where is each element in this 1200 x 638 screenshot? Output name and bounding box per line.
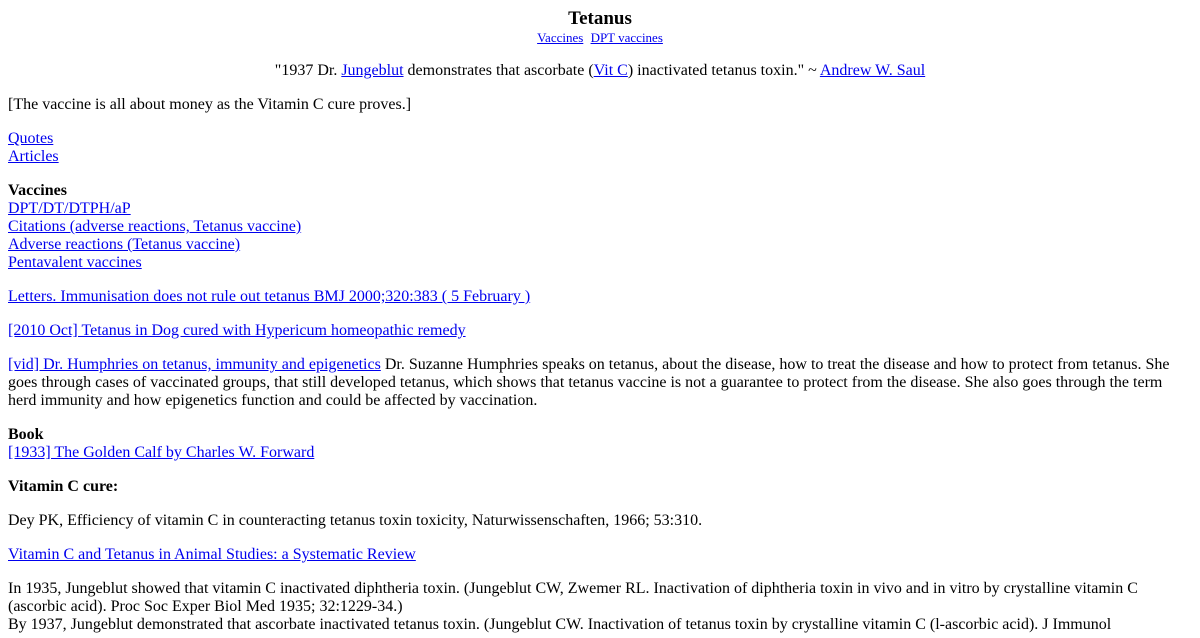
subnav-link-vaccines[interactable]: Vaccines — [537, 30, 584, 45]
vit-c-link[interactable]: Vit C — [593, 62, 628, 79]
review-paragraph — [8, 546, 1192, 564]
vaccines-heading: Vaccines — [8, 182, 67, 199]
vaccines-section — [8, 182, 1192, 272]
letters-link[interactable]: Letters. Immunisation does not rule out tetanus BMJ 2000;320:383 ( 5 February ) — [8, 288, 531, 305]
letters-paragraph — [8, 288, 1192, 306]
book-section — [8, 426, 1192, 462]
subnav — [8, 30, 1192, 46]
page — [0, 8, 1200, 634]
jungeblut-1937-paragraph: By 1937, Jungeblut demonstrated that ascorbate inactivated tetanus toxin. (Jungeblut CW. Inactivation of tetanus toxin by crystalline vitamin C (l-ascorbic acid). J Immunol — [8, 616, 1112, 633]
quotes-link[interactable]: Quotes — [8, 130, 54, 147]
jungeblut-link[interactable]: Jungeblut — [341, 62, 404, 79]
vaccine-link-citations[interactable]: Citations (adverse reactions, Tetanus vaccine) — [8, 218, 302, 235]
dog-link[interactable]: [2010 Oct] Tetanus in Dog cured with Hypericum homeopathic remedy — [8, 322, 466, 339]
golden-calf-link[interactable]: [1933] The Golden Calf by Charles W. Forward — [8, 444, 315, 461]
author-link[interactable]: Andrew W. Saul — [819, 62, 926, 79]
quote-text-2: demonstrates that ascorbate ( — [403, 62, 594, 79]
quote-text-3: ) inactivated tetanus toxin." ~ — [627, 62, 820, 79]
quote — [8, 62, 1192, 80]
vitc-heading: Vitamin C cure: — [8, 478, 119, 495]
humphries-paragraph — [8, 356, 1192, 410]
jungeblut-1935-paragraph: In 1935, Jungeblut showed that vitamin C inactivated diphtheria toxin. (Jungeblut CW, Zwemer RL. Inactivation of diphtheria toxin in vivo and in vitro by crystalline vitamin C (ascorbic acid). Proc Soc Exper Biol Med 1935; 32:1229-34.) — [8, 580, 1138, 615]
book-heading: Book — [8, 426, 44, 443]
intro-text: [The vaccine is all about money as the Vitamin C cure proves.] — [8, 96, 412, 113]
dog-paragraph — [8, 322, 1192, 340]
quote-text-1: "1937 Dr. — [274, 62, 342, 79]
nav-links — [8, 130, 1192, 166]
dey-citation: Dey PK, Efficiency of vitamin C in counteracting tetanus toxin toxicity, Naturwissenschaften, 1966; 53:310. — [8, 512, 703, 529]
page-title: Tetanus — [568, 8, 632, 29]
humphries-text: Dr. Suzanne Humphries speaks on tetanus, about the disease, how to treat the disease and how to protect from tetanus. She goes through cases of vaccinated groups, that still developed tetanus, which shows that tetanus vaccine is not a guarantee to protect from the disease. She also goes through the term herd immunity and how epigenetics function and could be affected by vaccination. — [8, 356, 1170, 409]
subnav-link-dpt-vaccines[interactable]: DPT vaccines — [590, 30, 663, 45]
humphries-link[interactable]: [vid] Dr. Humphries on tetanus, immunity and epigenetics — [8, 356, 381, 373]
review-link[interactable]: Vitamin C and Tetanus in Animal Studies: a Systematic Review — [8, 546, 416, 563]
vaccine-link-adverse[interactable]: Adverse reactions (Tetanus vaccine) — [8, 236, 241, 253]
vaccine-link-pentavalent[interactable]: Pentavalent vaccines — [8, 254, 142, 271]
articles-link[interactable]: Articles — [8, 148, 59, 165]
vaccine-link-dpt[interactable]: DPT/DT/DTPH/aP — [8, 200, 131, 217]
vitc-heading-paragraph — [8, 478, 1192, 496]
